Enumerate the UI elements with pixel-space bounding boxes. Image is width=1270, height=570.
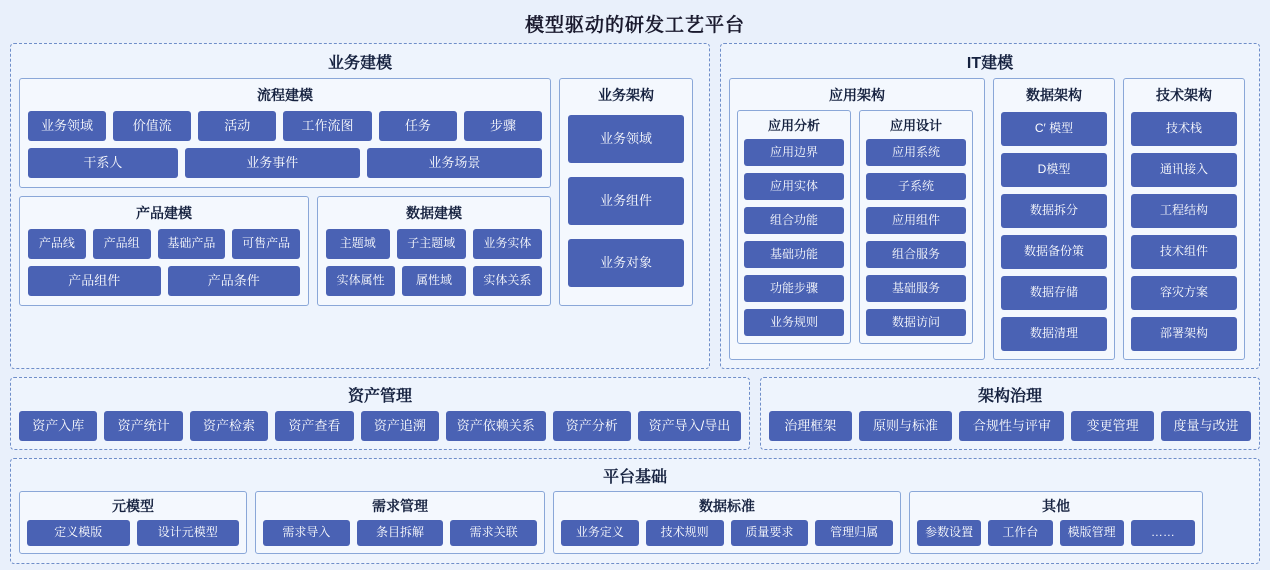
tech-architecture-panel: [1123, 78, 1245, 360]
chip-management-ownership[interactable]: 管理归属: [815, 520, 893, 546]
chip-asset-import-export[interactable]: 资产导入/导出: [638, 411, 741, 441]
chip-app-system[interactable]: 应用系统: [866, 139, 966, 166]
chip-more[interactable]: ……: [1131, 520, 1195, 546]
chip-template-management[interactable]: 模版管理: [1060, 520, 1124, 546]
chip-business-definition[interactable]: 业务定义: [561, 520, 639, 546]
chip-compliance-review[interactable]: 合规性与评审: [959, 411, 1064, 441]
chip-asset-dependency[interactable]: 资产依赖关系: [446, 411, 546, 441]
chip-attribute-domain[interactable]: 属性域: [402, 266, 466, 296]
chip-communication-access[interactable]: 通讯接入: [1131, 153, 1237, 187]
chip-product-component[interactable]: 产品组件: [28, 266, 161, 296]
chip-asset-trace[interactable]: 资产追溯: [361, 411, 439, 441]
other-items: [917, 520, 1195, 546]
chip-item-breakdown[interactable]: 条目拆解: [357, 520, 444, 546]
chip-step[interactable]: 步骤: [464, 111, 542, 141]
process-modeling-row-1: [28, 111, 542, 141]
chip-app-component[interactable]: 应用组件: [866, 207, 966, 234]
process-modeling-title: 流程建模: [257, 87, 313, 103]
chip-requirement-link[interactable]: 需求关联: [450, 520, 537, 546]
product-modeling-row-2: [28, 266, 300, 296]
architecture-governance-title: 架构治理: [977, 388, 1042, 405]
data-standard-panel: [553, 491, 901, 554]
asset-management-items: [19, 411, 741, 441]
chip-subsystem[interactable]: 子系统: [866, 173, 966, 200]
chip-requirement-import[interactable]: 需求导入: [263, 520, 350, 546]
chip-basic-service[interactable]: 基础服务: [866, 275, 966, 302]
chip-business-scenario[interactable]: 业务场景: [367, 148, 542, 178]
chip-business-domain[interactable]: 业务领域: [28, 111, 106, 141]
chip-app-boundary[interactable]: 应用边界: [744, 139, 844, 166]
chip-business-rule[interactable]: 业务规则: [744, 309, 844, 336]
middle-section: [10, 377, 1260, 450]
chip-workflow-diagram[interactable]: 工作流图: [283, 111, 372, 141]
chip-principles-standards[interactable]: 原则与标准: [859, 411, 953, 441]
business-modeling-panel: [10, 43, 710, 369]
chip-ba-business-domain[interactable]: 业务领域: [568, 115, 684, 163]
chip-disaster-recovery[interactable]: 容灾方案: [1131, 276, 1237, 310]
chip-change-management[interactable]: 变更管理: [1071, 411, 1154, 441]
chip-workbench[interactable]: 工作台: [988, 520, 1052, 546]
chip-asset-view[interactable]: 资产查看: [275, 411, 353, 441]
platform-base-title: 平台基础: [602, 469, 667, 486]
business-modeling-title: 业务建模: [327, 55, 392, 72]
chip-ba-business-component[interactable]: 业务组件: [568, 177, 684, 225]
product-modeling-panel: [19, 196, 309, 306]
other-panel: [909, 491, 1203, 554]
it-modeling-title: IT建模: [966, 55, 1014, 72]
app-analysis-title: 应用分析: [767, 118, 820, 133]
chip-define-template[interactable]: 定义模版: [27, 520, 130, 546]
data-modeling-row-1: [326, 229, 542, 259]
app-analysis-panel: [737, 110, 851, 344]
chip-measure-improve[interactable]: 度量与改进: [1161, 411, 1251, 441]
chip-stakeholder[interactable]: 干系人: [28, 148, 178, 178]
app-design-title: 应用设计: [889, 118, 942, 133]
data-standard-title: 数据标准: [699, 498, 755, 514]
chip-activity[interactable]: 活动: [198, 111, 276, 141]
chip-product-group[interactable]: 产品组: [93, 229, 151, 259]
requirement-management-title: 需求管理: [372, 498, 428, 514]
meta-model-title: 元模型: [112, 498, 154, 514]
data-architecture-title: 数据架构: [1026, 87, 1082, 103]
chip-product-line[interactable]: 产品线: [28, 229, 86, 259]
chip-asset-search[interactable]: 资产检索: [190, 411, 268, 441]
chip-parameter-settings[interactable]: 参数设置: [917, 520, 981, 546]
asset-management-panel: [10, 377, 750, 450]
page-title: 模型驱动的研发工艺平台: [524, 15, 745, 36]
product-modeling-row-1: [28, 229, 300, 259]
platform-base-panel: [10, 458, 1260, 564]
chip-tech-component[interactable]: 技术组件: [1131, 235, 1237, 269]
app-design-panel: [859, 110, 973, 344]
business-architecture-panel: [559, 78, 693, 306]
process-modeling-panel: [19, 78, 551, 188]
chip-tech-stack[interactable]: 技术栈: [1131, 112, 1237, 146]
data-architecture-panel: [993, 78, 1115, 360]
chip-composite-service[interactable]: 组合服务: [866, 241, 966, 268]
product-modeling-title: 产品建模: [136, 205, 192, 221]
chip-sub-subject-area[interactable]: 子主题域: [397, 229, 466, 259]
chip-data-cleanup[interactable]: 数据清理: [1001, 317, 1107, 351]
chip-c-model[interactable]: C′ 模型: [1001, 112, 1107, 146]
chip-entity-attribute[interactable]: 实体属性: [326, 266, 395, 296]
chip-data-access[interactable]: 数据访问: [866, 309, 966, 336]
chip-asset-statistics[interactable]: 资产统计: [104, 411, 182, 441]
meta-model-panel: [19, 491, 247, 554]
chip-app-entity[interactable]: 应用实体: [744, 173, 844, 200]
chip-data-storage[interactable]: 数据存储: [1001, 276, 1107, 310]
chip-governance-framework[interactable]: 治理框架: [769, 411, 852, 441]
chip-quality-requirement[interactable]: 质量要求: [731, 520, 809, 546]
chip-function-step[interactable]: 功能步骤: [744, 275, 844, 302]
chip-project-structure[interactable]: 工程结构: [1131, 194, 1237, 228]
chip-data-split[interactable]: 数据拆分: [1001, 194, 1107, 228]
asset-management-title: 资产管理: [347, 388, 412, 405]
meta-model-items: [27, 520, 239, 546]
chip-asset-intake[interactable]: 资产入库: [19, 411, 97, 441]
chip-d-model[interactable]: D模型: [1001, 153, 1107, 187]
other-title: 其他: [1042, 498, 1070, 514]
chip-basic-function[interactable]: 基础功能: [744, 241, 844, 268]
chip-technical-rule[interactable]: 技术规则: [646, 520, 724, 546]
chip-entity-relation[interactable]: 实体关系: [473, 266, 542, 296]
chip-sellable-product[interactable]: 可售产品: [232, 229, 300, 259]
app-architecture-title: 应用架构: [829, 87, 885, 103]
data-modeling-panel: [317, 196, 551, 306]
process-modeling-row-2: [28, 148, 542, 178]
chip-value-stream[interactable]: 价值流: [113, 111, 191, 141]
data-modeling-row-2: [326, 266, 542, 296]
requirement-management-panel: [255, 491, 545, 554]
top-section: [10, 43, 1260, 369]
business-architecture-title: 业务架构: [598, 87, 654, 103]
data-modeling-title: 数据建模: [406, 205, 462, 221]
app-architecture-panel: [729, 78, 985, 360]
chip-business-event[interactable]: 业务事件: [185, 148, 360, 178]
chip-task[interactable]: 任务: [379, 111, 457, 141]
chip-asset-analysis[interactable]: 资产分析: [553, 411, 631, 441]
chip-design-meta-model[interactable]: 设计元模型: [137, 520, 240, 546]
chip-composite-function[interactable]: 组合功能: [744, 207, 844, 234]
chip-ba-business-object[interactable]: 业务对象: [568, 239, 684, 287]
chip-business-entity[interactable]: 业务实体: [473, 229, 542, 259]
tech-architecture-title: 技术架构: [1156, 87, 1212, 103]
chip-subject-area[interactable]: 主题域: [326, 229, 390, 259]
data-standard-items: [561, 520, 893, 546]
requirement-management-items: [263, 520, 537, 546]
architecture-governance-panel: [760, 377, 1260, 450]
it-modeling-panel: [720, 43, 1260, 369]
chip-base-product[interactable]: 基础产品: [158, 229, 226, 259]
chip-data-backup-policy[interactable]: 数据备份策: [1001, 235, 1107, 269]
architecture-governance-items: [769, 411, 1251, 441]
chip-deployment-architecture[interactable]: 部署架构: [1131, 317, 1237, 351]
chip-product-condition[interactable]: 产品条件: [168, 266, 301, 296]
